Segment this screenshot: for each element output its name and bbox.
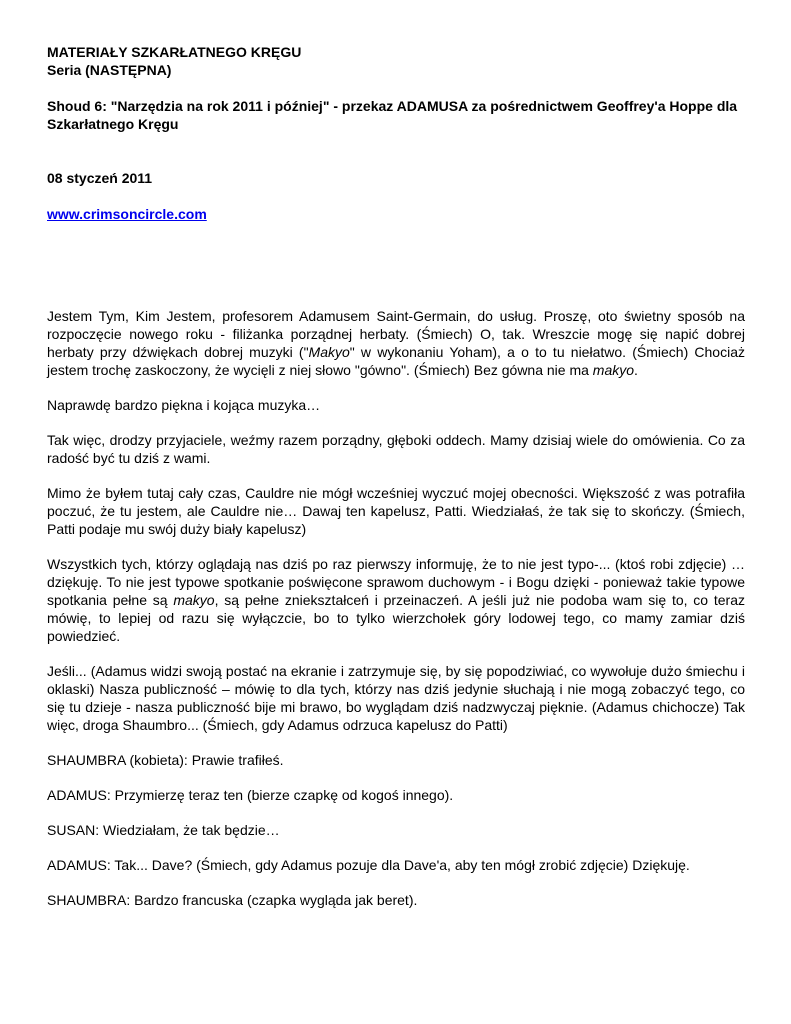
paragraph-7: SHAUMBRA (kobieta): Prawie trafiłeś. <box>47 752 284 768</box>
series-subheading: Seria (NASTĘPNA) <box>47 62 172 78</box>
paragraph-5-italic: makyo <box>173 592 215 608</box>
paragraph-1-text-a: Jestem Tym, Kim Jestem, profesorem Adamusem Saint-Germain, do usług. Proszę, oto świetny sposób na rozpoczęcie nowego roku - filiżanka porządnej herbaty. (Śmiech) O, tak. Wreszcie mogę się napić dobrej herbaty przy dźwiękach dobrej muzyki (" <box>47 308 745 360</box>
paragraph-6: Jeśli... (Adamus widzi swoją postać na ekranie i zatrzymuje się, by się popodziwiać, co wywołuje dużo śmiechu i oklaski) Nasza publiczność – mówię to dla tych, którzy nas dziś jedynie słuchają i nie mogą zobaczyć tego, co się tu dzieje - nasza publiczność bije mi brawo, bo wyglądam dziś nadzwyczaj pięknie. (Adamus chichocze) Tak więc, droga Shaumbro... (Śmiech, gdy Adamus odrzuca kapelusz do Patti) <box>47 663 745 733</box>
shoud-title: Shoud 6: "Narzędzia na rok 2011 i później" - przekaz ADAMUSA za pośrednictwem Geoffrey'a Hoppe dla Szkarłatnego Kręgu <box>47 98 738 132</box>
paragraph-11: SHAUMBRA: Bardzo francuska (czapka wygląda jak beret). <box>47 892 418 908</box>
paragraph-5-text-a: Wszystkich tych, którzy oglądają nas dziś po raz pierwszy informuję, że to nie jest typo-... (ktoś robi zdjęcie) …dziękuję. To nie jest typowe spotkanie poświęcone sprawom duchowym - i Bogu dzięki - ponieważ takie typowe spotkania pełne są <box>47 556 745 608</box>
paragraph-5-text-b: , są pełne zniekształceń i przeinaczeń. A jeśli już nie podoba wam się to, co teraz mówię, to lepiej od razu się wyłączcie, bo to tylko wierzchołek góry lodowej tego, co mamy zamiar dziś powiedzieć. <box>47 592 745 644</box>
paragraph-4: Mimo że byłem tutaj cały czas, Cauldre nie mógł wcześniej wyczuć mojej obecności. Większość z was potrafiła poczuć, że tu jestem, ale Cauldre nie… Dawaj ten kapelusz, Patti. Wiedziałaś, że tak się to skończy. (Śmiech, Patti podaje mu swój duży biały kapelusz) <box>47 485 745 537</box>
date: 08 styczeń 2011 <box>47 170 153 186</box>
paragraph-10: ADAMUS: Tak... Dave? (Śmiech, gdy Adamus pozuje dla Dave'a, aby ten mógł zrobić zdjęcie) Dziękuję. <box>47 857 690 873</box>
paragraph-1-text-c: . <box>634 362 638 378</box>
paragraph-5 <box>47 555 745 645</box>
series-heading: MATERIAŁY SZKARŁATNEGO KRĘGU <box>47 44 302 60</box>
paragraph-1-italic-b: makyo <box>592 362 635 378</box>
paragraph-8: ADAMUS: Przymierzę teraz ten (bierze czapkę od kogoś innego). <box>47 787 454 803</box>
paragraph-3: Tak więc, drodzy przyjaciele, weźmy razem porządny, głęboki oddech. Mamy dzisiaj wiele do omówienia. Co za radość być tu dziś z wami. <box>47 432 745 466</box>
paragraph-1 <box>47 307 745 379</box>
website-link[interactable]: www.crimsoncircle.com <box>47 206 207 222</box>
transcript-body <box>47 307 745 909</box>
paragraph-1-text-b: " w wykonaniu Yoham), a o to tu niełatwo. (Śmiech) Chociaż jestem trochę zaskoczony, że wycięli z niej słowo "gówno". (Śmiech) Bez gówna nie ma <box>47 344 745 378</box>
paragraph-2: Naprawdę bardzo piękna i kojąca muzyka… <box>47 397 321 413</box>
paragraph-9: SUSAN: Wiedziałam, że tak będzie… <box>47 822 280 838</box>
paragraph-1-italic-a: Makyo <box>308 344 350 360</box>
